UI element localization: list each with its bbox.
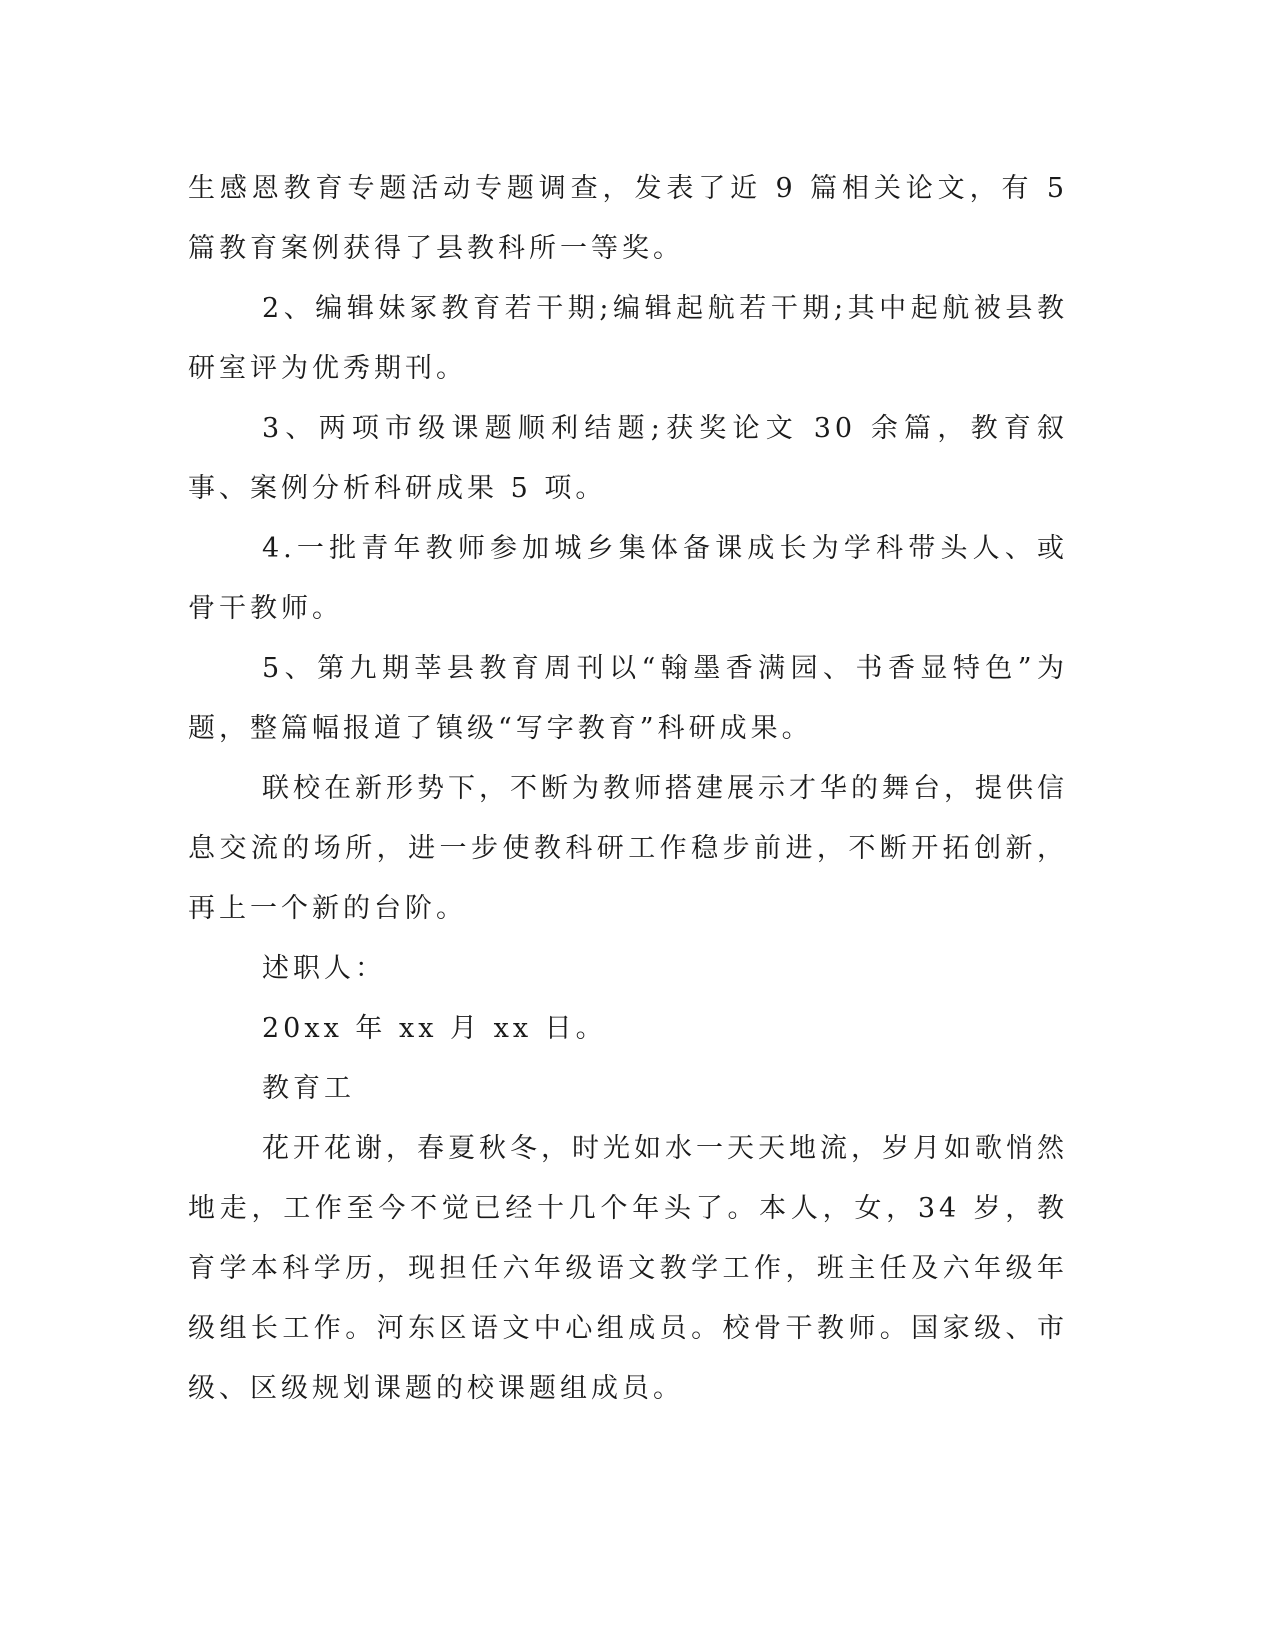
paragraph-self-introduction: 花开花谢，春夏秋冬，时光如水一天天地流，岁月如歌悄然地走，工作至今不觉已经十几个年头了。本人，女，34 岁，教育学本科学历，现担任六年级语文教学工作，班主任及六年级年级组长工作。河东区语文中心组成员。校骨干教师。国家级、市级、区级规划课题的校课题组成员。 [188,1133,1068,1404]
signature-label: 述职人： [262,953,386,984]
document-body [188,159,1068,1419]
paragraph-case-awards: 生感恩教育专题活动专题调查，发表了近 9 篇相关论文，有 5 篇教育案例获得了县教科所一等奖。 [188,173,1068,264]
section-heading: 教育工 [262,1073,355,1104]
paragraph-item-4-teachers: 4.一批青年教师参加城乡集体备课成长为学科带头人、或骨干教师。 [188,533,1068,624]
paragraph-item-2-journals: 2、编辑妹冢教育若干期;编辑起航若干期;其中起航被县教研室评为优秀期刊。 [188,293,1068,384]
signature-date: 20xx 年 xx 月 xx 日。 [262,1013,607,1044]
paragraph-item-3-research: 3、两项市级课题顺利结题;获奖论文 30 余篇，教育叙事、案例分析科研成果 5 项。 [188,413,1068,504]
paragraph-conclusion: 联校在新形势下，不断为教师搭建展示才华的舞台，提供信息交流的场所，进一步使教科研工作稳步前进，不断开拓创新，再上一个新的台阶。 [188,773,1068,924]
paragraph-item-5-weekly: 5、第九期莘县教育周刊以“翰墨香满园、书香显特色”为题，整篇幅报道了镇级“写字教育”科研成果。 [188,653,1068,744]
